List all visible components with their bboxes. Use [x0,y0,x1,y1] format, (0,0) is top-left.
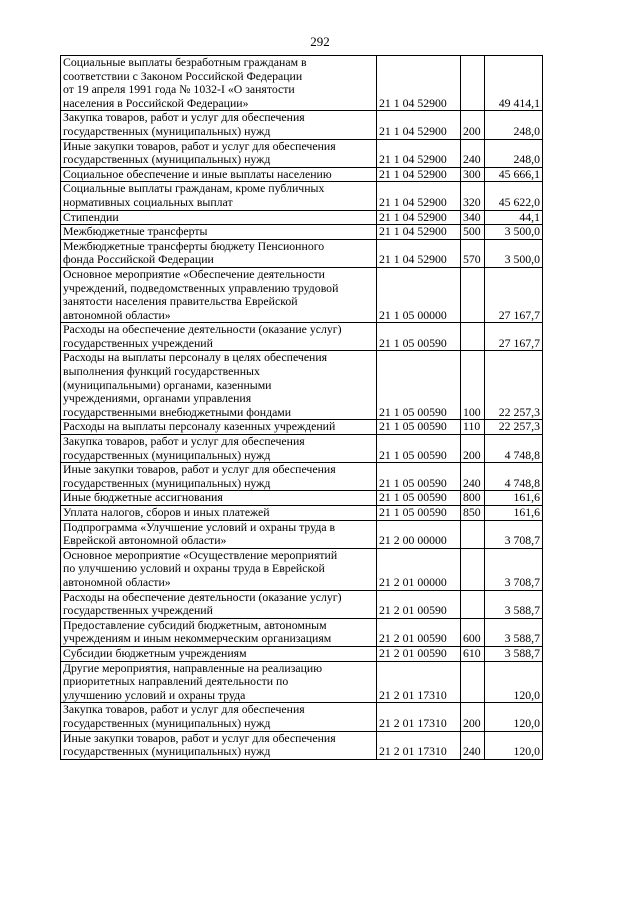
expense-type-code-cell: 320 [461,182,485,210]
expense-type-code-cell [461,661,485,703]
amount-cell: 4 748,8 [485,463,543,491]
table-row [61,618,543,646]
expense-name-line: Уплата налогов, сборов и иных платежей [63,505,270,519]
target-article-code-cell: 21 1 04 52900 [377,239,461,267]
expense-name-cell [61,56,377,111]
expense-name-line: автономной области» [63,574,171,589]
expense-name-line: государственных (муниципальных) нужд [63,475,271,490]
amount-cell: 120,0 [485,731,543,759]
target-article-code-cell: 21 1 05 00590 [377,463,461,491]
table-row [61,323,543,351]
expense-name-line: государственных (муниципальных) нужд [63,744,271,759]
expense-name-line: улучшению условий и охраны труда [63,687,246,702]
expense-type-code-cell [461,323,485,351]
expense-name-line: Социальные выплаты безработным гражданам в [63,55,307,69]
expense-name-line: Основное мероприятие «Осуществление мероприятий [63,548,338,562]
expense-type-code-cell: 850 [461,506,485,521]
expense-type-code-cell: 240 [461,731,485,759]
amount-cell: 27 167,7 [485,267,543,322]
expense-type-code-cell [461,56,485,111]
expense-name-cell [61,548,377,590]
expense-type-code-cell: 200 [461,111,485,139]
budget-table [60,55,543,760]
expense-name-cell [61,491,377,506]
target-article-code-cell: 21 1 05 00590 [377,420,461,435]
expense-name-cell [61,520,377,548]
expense-name-line: занятости населения правительства Еврейской [63,294,298,309]
table-row [61,351,543,420]
expense-name-cell [61,618,377,646]
expense-type-code-cell: 600 [461,618,485,646]
expense-name-line: государственными внебюджетными фондами [63,404,292,419]
expense-name-cell [61,731,377,759]
table-row [61,506,543,521]
table-row [61,435,543,463]
expense-name-cell [61,225,377,240]
amount-cell: 3 708,7 [485,548,543,590]
target-article-code-cell: 21 1 05 00590 [377,491,461,506]
expense-name-line: государственных (муниципальных) нужд [63,152,271,167]
amount-cell: 49 414,1 [485,56,543,111]
expense-name-line: Расходы на обеспечение деятельности (оказание услуг) [63,590,342,604]
expense-name-cell [61,139,377,167]
amount-cell: 45 666,1 [485,167,543,182]
expense-name-cell [61,435,377,463]
expense-name-line: Подпрограмма «Улучшение условий и охраны труда в [63,520,336,534]
expense-name-cell [61,703,377,731]
expense-type-code-cell [461,520,485,548]
target-article-code-cell: 21 1 04 52900 [377,56,461,111]
expense-name-line: населения в Российской Федерации» [63,95,249,110]
target-article-code-cell: 21 1 05 00000 [377,267,461,322]
expense-type-code-cell: 300 [461,167,485,182]
table-row [61,239,543,267]
expense-name-cell [61,323,377,351]
expense-type-code-cell: 570 [461,239,485,267]
amount-cell: 161,6 [485,491,543,506]
page-number: 292 [310,34,330,49]
expense-name-cell [61,111,377,139]
expense-type-code-cell: 110 [461,420,485,435]
expense-name-line: Закупка товаров, работ и услуг для обеспечения [63,702,305,717]
expense-name-line: Предоставление субсидий бюджетным, автономным [63,618,327,632]
expense-name-line: государственных (муниципальных) нужд [63,123,271,138]
target-article-code-cell: 21 1 04 52900 [377,139,461,167]
expense-name-line: от 19 апреля 1991 года № 1032-I «О занятости [63,82,295,97]
amount-cell: 3 588,7 [485,590,543,618]
table-row [61,548,543,590]
expense-name-line: государственных учреждений [63,335,213,350]
expense-name-line: учреждений, подведомственных управлению трудовой [63,280,339,295]
target-article-code-cell: 21 2 01 17310 [377,703,461,731]
table-row [61,111,543,139]
target-article-code-cell: 21 2 01 17310 [377,731,461,759]
amount-cell: 4 748,8 [485,435,543,463]
target-article-code-cell: 21 2 01 17310 [377,661,461,703]
amount-cell: 161,6 [485,506,543,521]
table-row [61,210,543,225]
budget-table-body [61,56,543,760]
expense-name-line: Социальные выплаты гражданам, кроме публичных [63,181,325,196]
expense-name-line: автономной области» [63,307,171,322]
amount-cell: 3 708,7 [485,520,543,548]
amount-cell: 3 588,7 [485,646,543,661]
target-article-code-cell: 21 1 05 00590 [377,435,461,463]
expense-name-line: Еврейской автономной области» [63,533,227,548]
target-article-code-cell: 21 2 01 00590 [377,590,461,618]
target-article-code-cell: 21 2 01 00000 [377,548,461,590]
expense-name-line: Расходы на выплаты персоналу казенных учреждений [63,419,336,434]
amount-cell: 3 500,0 [485,225,543,240]
expense-name-line: Иные закупки товаров, работ и услуг для обеспечения [63,462,336,477]
table-row [61,225,543,240]
expense-type-code-cell: 610 [461,646,485,661]
target-article-code-cell: 21 1 05 00590 [377,506,461,521]
amount-cell: 44,1 [485,210,543,225]
expense-type-code-cell [461,548,485,590]
target-article-code-cell: 21 2 01 00590 [377,618,461,646]
expense-name-line: Стипендии [63,210,119,224]
expense-name-cell [61,646,377,661]
expense-name-line: Закупка товаров, работ и услуг для обеспечения [63,110,305,125]
table-row [61,520,543,548]
target-article-code-cell: 21 2 01 00590 [377,646,461,661]
expense-type-code-cell: 800 [461,491,485,506]
table-row [61,731,543,759]
expense-name-line: государственных (муниципальных) нужд [63,447,271,462]
amount-cell: 45 622,0 [485,182,543,210]
expense-type-code-cell: 500 [461,225,485,240]
expense-name-cell [61,661,377,703]
expense-name-cell [61,590,377,618]
expense-name-line: Основное мероприятие «Обеспечение деятельности [63,267,325,281]
expense-name-line: государственных учреждений [63,603,213,618]
expense-name-line: Межбюджетные трансферты бюджету Пенсионного [63,239,325,253]
expense-name-cell [61,506,377,521]
expense-type-code-cell: 340 [461,210,485,225]
expense-name-line: государственных (муниципальных) нужд [63,715,271,730]
expense-name-line: Субсидии бюджетным учреждениям [63,646,247,660]
expense-name-cell [61,210,377,225]
expense-name-line: Иные бюджетные ассигнования [63,490,223,505]
amount-cell: 248,0 [485,139,543,167]
expense-name-line: фонда Российской Федерации [63,252,214,267]
expense-type-code-cell: 200 [461,435,485,463]
expense-name-line: приоритетных направлений деятельности по [63,674,289,689]
amount-cell: 120,0 [485,661,543,703]
expense-type-code-cell: 240 [461,463,485,491]
expense-name-line: Расходы на выплаты персоналу в целях обеспечения [63,350,328,365]
expense-type-code-cell: 200 [461,703,485,731]
expense-name-cell [61,182,377,210]
target-article-code-cell: 21 2 00 00000 [377,520,461,548]
table-row [61,590,543,618]
expense-name-line: выполнения функций государственных [63,364,260,379]
target-article-code-cell: 21 1 04 52900 [377,167,461,182]
target-article-code-cell: 21 1 04 52900 [377,111,461,139]
table-row [61,182,543,210]
expense-name-line: Другие мероприятия, направленные на реализацию [63,661,323,675]
expense-type-code-cell [461,590,485,618]
amount-cell: 3 588,7 [485,618,543,646]
expense-name-line: Межбюджетные трансферты [63,224,208,239]
expense-name-line: (муниципальными) органами, казенными [63,377,272,392]
expense-name-cell [61,463,377,491]
expense-name-line: учреждениям и иным некоммерческим организациям [63,631,332,646]
amount-cell: 248,0 [485,111,543,139]
table-row [61,420,543,435]
target-article-code-cell: 21 1 05 00590 [377,351,461,420]
amount-cell: 22 257,3 [485,351,543,420]
expense-name-line: Иные закупки товаров, работ и услуг для обеспечения [63,139,336,153]
target-article-code-cell: 21 1 04 52900 [377,210,461,225]
table-row [61,661,543,703]
amount-cell: 3 500,0 [485,239,543,267]
expense-name-line: по улучшению условий и охраны труда в Еврейской [63,561,325,576]
expense-type-code-cell: 240 [461,139,485,167]
expense-name-line: Иные закупки товаров, работ и услуг для обеспечения [63,731,336,745]
expense-name-line: учреждениями, органами управления [63,391,252,406]
expense-type-code-cell [461,267,485,322]
expense-name-cell [61,167,377,182]
amount-cell: 27 167,7 [485,323,543,351]
expense-name-cell [61,351,377,420]
table-row [61,463,543,491]
expense-name-line: Расходы на обеспечение деятельности (оказание услуг) [63,322,342,337]
expense-name-cell [61,420,377,435]
table-row [61,56,543,111]
expense-name-line: Закупка товаров, работ и услуг для обеспечения [63,434,305,449]
expense-type-code-cell: 100 [461,351,485,420]
table-row [61,703,543,731]
table-row [61,139,543,167]
expense-name-cell [61,239,377,267]
table-row [61,267,543,322]
table-row [61,167,543,182]
expense-name-line: соответствии с Законом Российской Федерации [63,68,303,83]
expense-name-line: нормативных социальных выплат [63,194,233,209]
amount-cell: 120,0 [485,703,543,731]
target-article-code-cell: 21 1 04 52900 [377,182,461,210]
table-row [61,491,543,506]
target-article-code-cell: 21 1 05 00590 [377,323,461,351]
expense-name-cell [61,267,377,322]
target-article-code-cell: 21 1 04 52900 [377,225,461,240]
expense-name-line: Социальное обеспечение и иные выплаты населению [63,167,332,181]
table-row [61,646,543,661]
amount-cell: 22 257,3 [485,420,543,435]
